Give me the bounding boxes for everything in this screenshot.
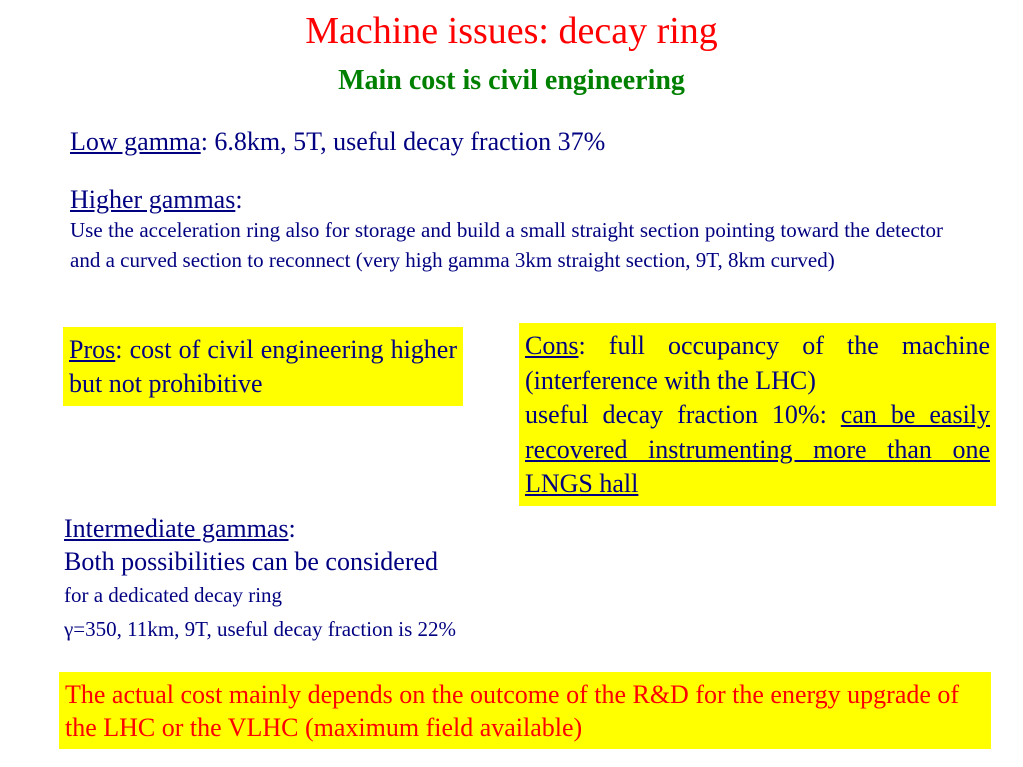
slide-subtitle: Main cost is civil engineering bbox=[338, 65, 685, 96]
low-gamma-text: : 6.8km, 5T, useful decay fraction 37% bbox=[200, 127, 606, 156]
cons-text-1: : full occupancy of the machine (interference with the LHC) bbox=[525, 331, 990, 395]
pros-text: : cost of civil engineering higher but not prohibitive bbox=[69, 335, 457, 398]
intermediate-gammas-label: Intermediate gammas bbox=[64, 514, 289, 543]
low-gamma-label: Low gamma bbox=[70, 127, 201, 156]
pros-label: Pros bbox=[69, 335, 116, 364]
higher-gammas-body: Use the acceleration ring also for storage and build a small straight section pointing toward the detector and a curved section to reconnect (very high gamma 3km straight section, 9T, 8km curved) bbox=[70, 218, 943, 272]
cons-label: Cons bbox=[525, 331, 579, 360]
actual-cost-box: The actual cost mainly depends on the outcome of the R&D for the energy upgrade of the LHC or the VLHC (maximum field available) bbox=[59, 672, 991, 749]
higher-gammas-colon: : bbox=[235, 185, 243, 214]
intermediate-gammas-colon: : bbox=[288, 514, 296, 543]
intermediate-gammas-heading bbox=[64, 513, 296, 545]
cons-underlined-text: can be easily recovered instrumenting more than one LNGS hall bbox=[525, 400, 991, 498]
intermediate-line-1: Both possibilities can be considered bbox=[64, 547, 439, 576]
intermediate-line-3: γ=350, 11km, 9T, useful decay fraction is 22% bbox=[64, 617, 457, 641]
pros-box bbox=[63, 327, 463, 406]
intermediate-line-2: for a dedicated decay ring bbox=[64, 583, 283, 607]
cons-text-2: useful decay fraction 10%: bbox=[525, 400, 841, 429]
low-gamma-line bbox=[70, 126, 605, 158]
slide-title: Machine issues: decay ring bbox=[305, 10, 718, 52]
higher-gammas-label: Higher gammas bbox=[70, 185, 236, 214]
higher-gammas-heading bbox=[70, 185, 243, 215]
cons-box bbox=[519, 323, 996, 506]
